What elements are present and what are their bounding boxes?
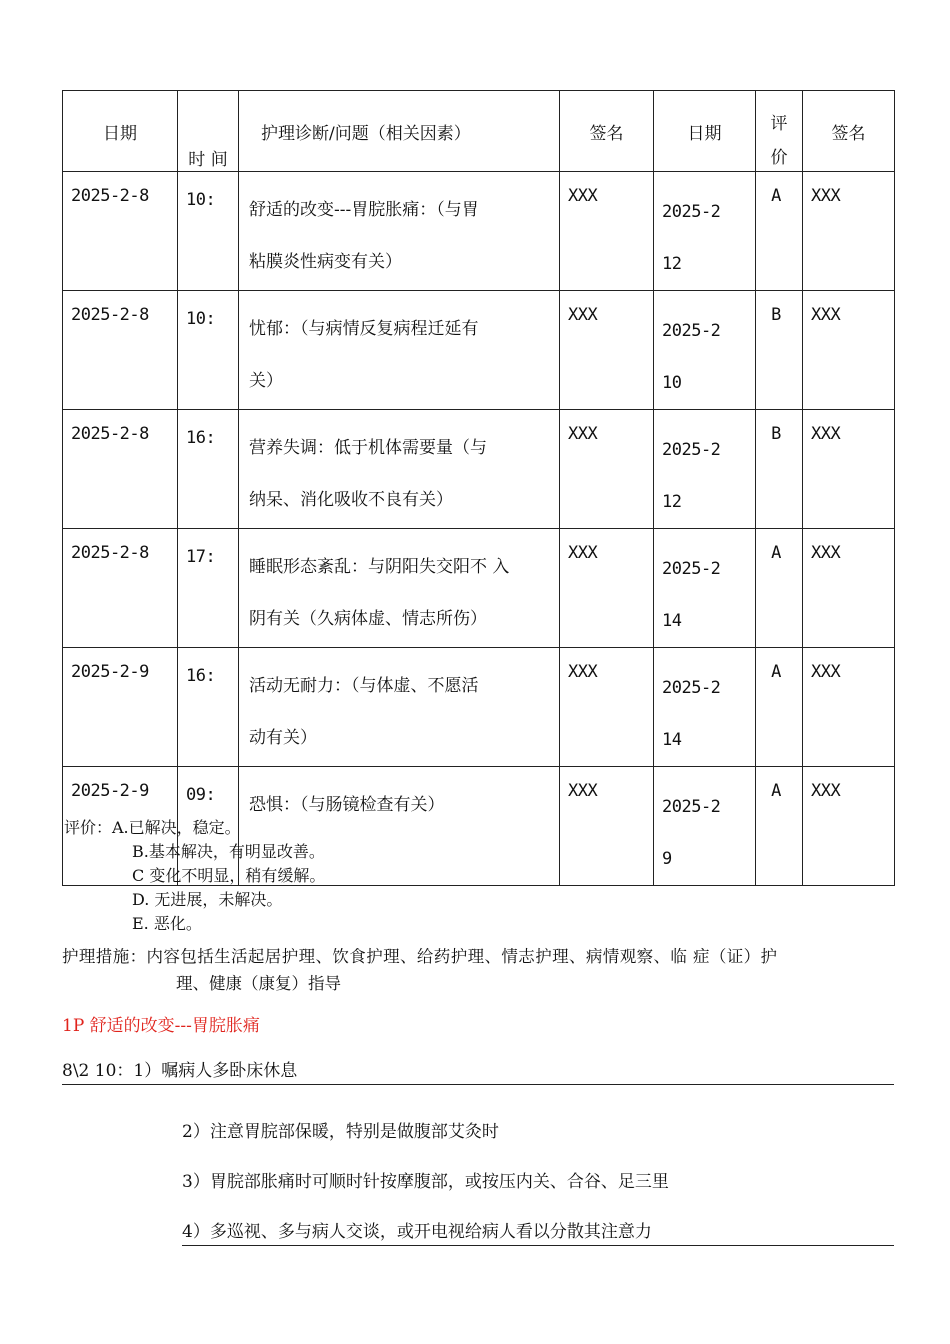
nursing-table bbox=[62, 90, 895, 886]
row-eval-date: 2025-2 12 bbox=[654, 410, 756, 529]
row-diagnosis: 恐惧：（与肠镜检查有关） bbox=[239, 767, 560, 886]
row-eval-date: 2025-2 12 bbox=[654, 172, 756, 291]
row-time: 10: bbox=[178, 291, 239, 410]
table-row bbox=[63, 529, 895, 648]
row-sign: XXX bbox=[560, 529, 654, 648]
row-diagnosis: 睡眠形态紊乱：与阴阳失交阳不 入 阴有关（久病体虚、情志所伤） bbox=[239, 529, 560, 648]
row-eval-date: 2025-2 14 bbox=[654, 648, 756, 767]
header-date: 日期 bbox=[63, 91, 178, 172]
row-diagnosis: 忧郁：（与病情反复病程迁延有 关） bbox=[239, 291, 560, 410]
row-sign: XXX bbox=[560, 410, 654, 529]
row-diagnosis: 舒适的改变---胃脘胀痛：（与胃 粘膜炎性病变有关） bbox=[239, 172, 560, 291]
row-sign: XXX bbox=[560, 291, 654, 410]
row-eval-date: 2025-2 14 bbox=[654, 529, 756, 648]
measures-line2: 理、健康（康复）指导 bbox=[176, 974, 341, 993]
row-eval-sign: XXX bbox=[803, 410, 895, 529]
record-step4: 4）多巡视、多与病人交谈，或开电视给病人看以分散其注意力 bbox=[182, 1217, 894, 1246]
legend-a: 评价：A.已解决，稳定。 bbox=[64, 818, 241, 837]
problem-title: 1P 舒适的改变---胃脘胀痛 bbox=[62, 1016, 260, 1036]
row-eval-sign: XXX bbox=[803, 529, 895, 648]
legend-b: B.基本解决，有明显改善。 bbox=[132, 842, 325, 861]
row-eval: B bbox=[756, 291, 803, 410]
measures-line1: 护理措施：内容包括生活起居护理、饮食护理、给药护理、情志护理、病情观察、临 症（证）护 bbox=[62, 947, 778, 966]
row-time: 16: bbox=[178, 648, 239, 767]
row-sign: XXX bbox=[560, 767, 654, 886]
header-eval: 评 价 bbox=[756, 91, 803, 172]
row-eval-sign: XXX bbox=[803, 291, 895, 410]
row-eval-sign: XXX bbox=[803, 648, 895, 767]
row-date: 2025-2-9 bbox=[63, 767, 178, 886]
row-eval: A bbox=[756, 172, 803, 291]
row-eval-sign: XXX bbox=[803, 767, 895, 886]
table-row bbox=[63, 648, 895, 767]
row-time: 10: bbox=[178, 172, 239, 291]
header-eval-sign: 签名 bbox=[803, 91, 895, 172]
table-row bbox=[63, 291, 895, 410]
row-eval: B bbox=[756, 410, 803, 529]
record-step3: 3）胃脘部胀痛时可顺时针按摩腹部，或按压内关、合谷、足三里 bbox=[182, 1172, 669, 1192]
table-row bbox=[63, 410, 895, 529]
nursing-measures bbox=[62, 943, 898, 997]
table-row bbox=[63, 172, 895, 291]
row-eval: A bbox=[756, 529, 803, 648]
row-time: 17: bbox=[178, 529, 239, 648]
header-time: 时 间 bbox=[178, 91, 239, 172]
row-diagnosis: 活动无耐力：（与体虚、不愿活 动有关） bbox=[239, 648, 560, 767]
legend-d: D. 无进展，未解决。 bbox=[132, 890, 283, 909]
row-sign: XXX bbox=[560, 172, 654, 291]
record-line1: 8\2 10：1）嘱病人多卧床休息 bbox=[62, 1060, 894, 1085]
row-date: 2025-2-8 bbox=[63, 291, 178, 410]
row-time: 16: bbox=[178, 410, 239, 529]
row-eval-date: 2025-2 10 bbox=[654, 291, 756, 410]
row-eval-date: 2025-2 9 bbox=[654, 767, 756, 886]
row-date: 2025-2-8 bbox=[63, 172, 178, 291]
row-date: 2025-2-9 bbox=[63, 648, 178, 767]
header-eval-date: 日期 bbox=[654, 91, 756, 172]
legend-e: E. 恶化。 bbox=[132, 914, 202, 933]
header-sign: 签名 bbox=[560, 91, 654, 172]
header-diagnosis: 护理诊断/问题（相关因素） bbox=[239, 91, 560, 172]
record-step2: 2）注意胃脘部保暖，特别是做腹部艾灸时 bbox=[182, 1122, 499, 1142]
row-date: 2025-2-8 bbox=[63, 410, 178, 529]
table-header-row bbox=[63, 91, 895, 172]
row-date: 2025-2-8 bbox=[63, 529, 178, 648]
row-eval-sign: XXX bbox=[803, 172, 895, 291]
row-time: 09: bbox=[178, 767, 239, 886]
row-diagnosis: 营养失调：低于机体需要量（与 纳呆、消化吸收不良有关） bbox=[239, 410, 560, 529]
row-eval: A bbox=[756, 767, 803, 886]
legend-c: C 变化不明显，稍有缓解。 bbox=[132, 866, 326, 885]
row-eval: A bbox=[756, 648, 803, 767]
row-sign: XXX bbox=[560, 648, 654, 767]
